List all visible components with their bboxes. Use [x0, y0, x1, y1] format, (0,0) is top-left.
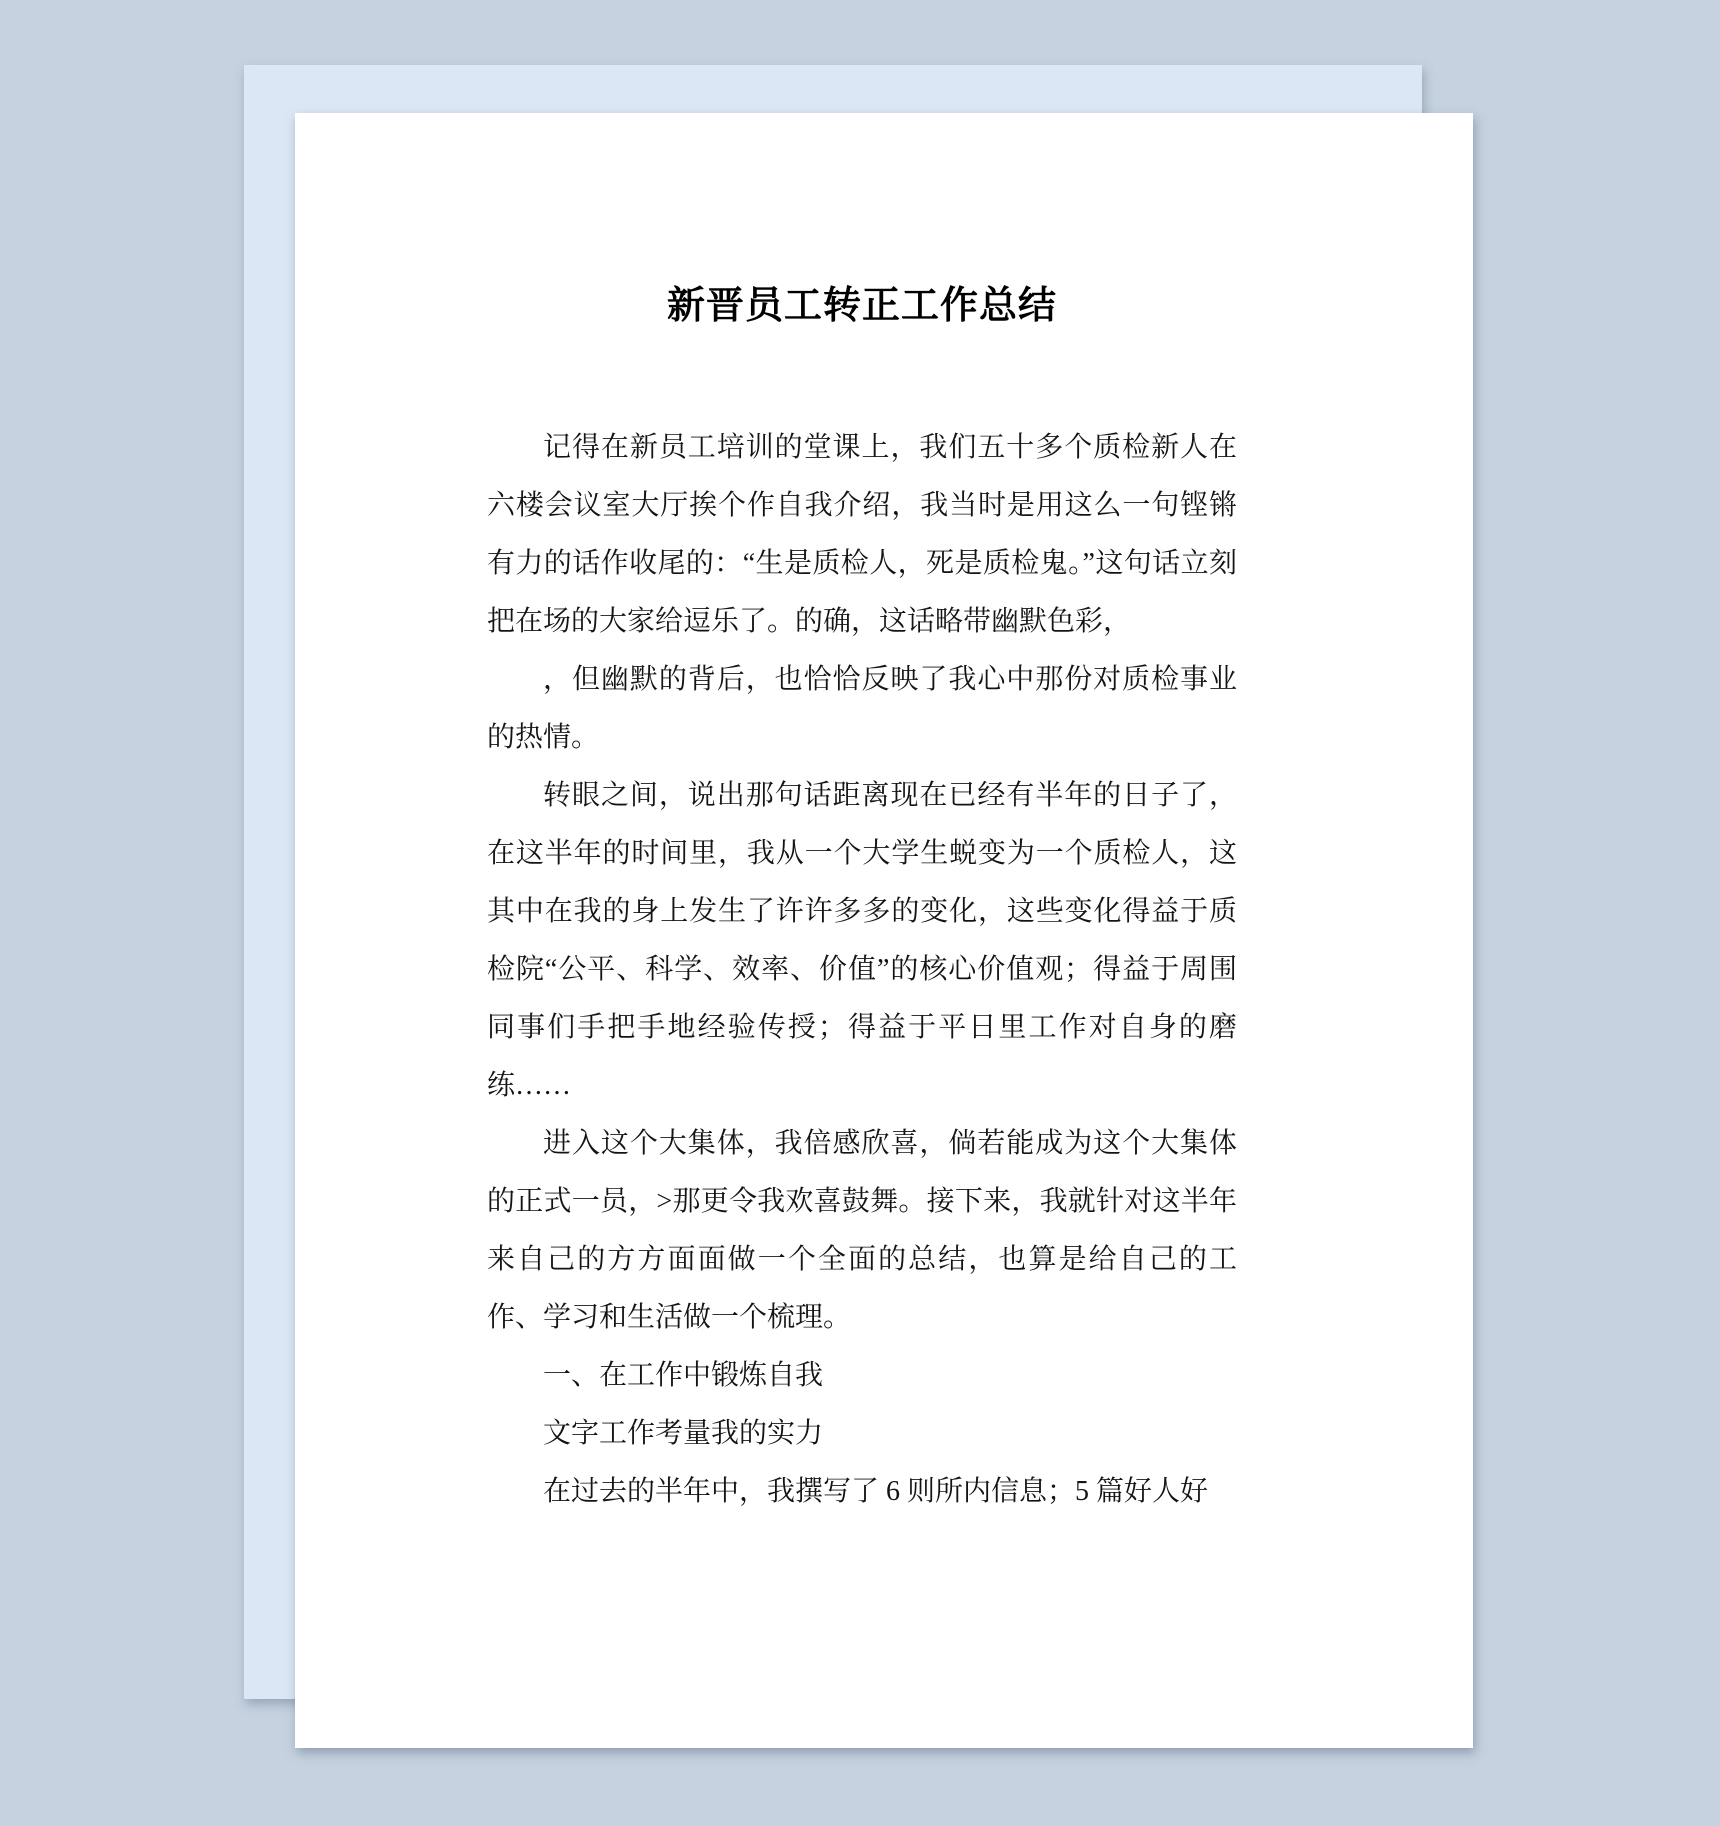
paragraph-joining-collective: 进入这个大集体，我倍感欣喜，倘若能成为这个大集体的正式一员，>那更令我欢喜鼓舞。接下来，我就针对这半年来自己的方方面面做一个全面的总结，也算是给自己的工作、学习和生活做一个梳理。: [487, 1128, 1237, 1333]
heading-writing-work: 文字工作考量我的实力: [543, 1418, 824, 1449]
paragraph-writing-stats: 在过去的半年中，我撰写了 6 则所内信息；5 篇好人好: [543, 1476, 1209, 1507]
page-content: [487, 283, 1237, 1521]
paragraph-humor-followup: ，但幽默的背后，也恰恰反映了我心中那份对质检事业的热情。: [487, 664, 1237, 753]
paragraph-half-year-change: 转眼之间，说出那句话距离现在已经有半年的日子了，在这半年的时间里，我从一个大学生蜕变为一个质检人，这其中在我的身上发生了许许多多的变化，这些变化得益于质检院“公平、科学、效率、价值”的核心价值观；得益于周围同事们手把手地经验传授；得益于平日里工作对自身的磨练……: [487, 780, 1237, 1101]
heading-section-one: 一、在工作中锻炼自我: [543, 1360, 824, 1391]
document-title: 新晋员工转正工作总结: [666, 285, 1057, 327]
document-page: [295, 113, 1473, 1748]
paragraph-intro: 记得在新员工培训的堂课上，我们五十多个质检新人在六楼会议室大厅挨个作自我介绍，我当时是用这么一句铿锵有力的话作收尾的：“生是质检人，死是质检鬼。”这句话立刻把在场的大家给逗乐了。的确，这话略带幽默色彩，: [487, 432, 1237, 637]
document-body: [487, 419, 1237, 1521]
